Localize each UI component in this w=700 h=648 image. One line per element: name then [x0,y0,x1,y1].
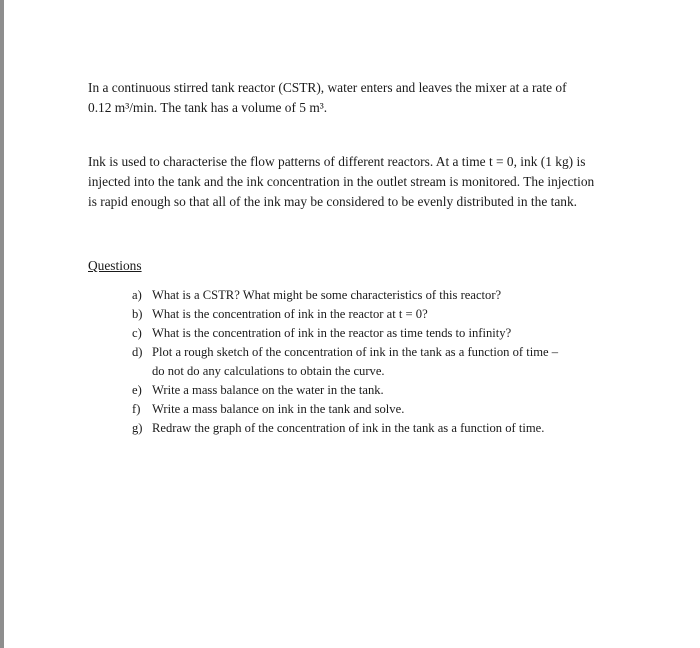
question-marker: f) [132,402,141,416]
ink-paragraph [88,152,628,212]
ink-line-3: is rapid enough so that all of the ink may be considered to be evenly distributed in the tank. [88,194,578,209]
question-item-e [132,381,612,400]
intro-line-1: In a continuous stirred tank reactor (CSTR), water enters and leaves the mixer at a rate of [88,80,567,95]
ink-line-2: injected into the tank and the ink concentration in the outlet stream is monitored. The injection [88,174,595,189]
intro-paragraph [88,78,628,118]
ink-line-1: Ink is used to characterise the flow patterns of different reactors. At a time t = 0, ink (1 kg) is [88,154,586,169]
question-marker: e) [132,383,142,397]
question-text: What is a CSTR? What might be some characteristics of this reactor? [152,288,502,302]
question-text-continued: do not do any calculations to obtain the curve. [152,364,385,378]
question-text: Plot a rough sketch of the concentration of ink in the tank as a function of time – [152,345,559,359]
question-item-a [132,286,612,305]
question-marker: g) [132,421,143,435]
page-edge-bar [0,0,4,648]
question-item-c [132,324,612,343]
question-item-d [132,343,612,381]
question-marker: b) [132,307,143,321]
question-marker: d) [132,345,143,359]
question-text: Write a mass balance on the water in the tank. [152,383,384,397]
question-text: Write a mass balance on ink in the tank and solve. [152,402,405,416]
questions-list [132,286,612,438]
questions-heading: Questions [88,258,142,273]
question-marker: c) [132,326,142,340]
question-text: What is the concentration of ink in the reactor as time tends to infinity? [152,326,512,340]
intro-line-2: 0.12 m³/min. The tank has a volume of 5 m³. [88,100,328,115]
question-item-b [132,305,612,324]
question-text: What is the concentration of ink in the reactor at t = 0? [152,307,428,321]
question-item-f [132,400,612,419]
question-item-g [132,419,612,438]
question-text: Redraw the graph of the concentration of ink in the tank as a function of time. [152,421,545,435]
question-marker: a) [132,288,142,302]
